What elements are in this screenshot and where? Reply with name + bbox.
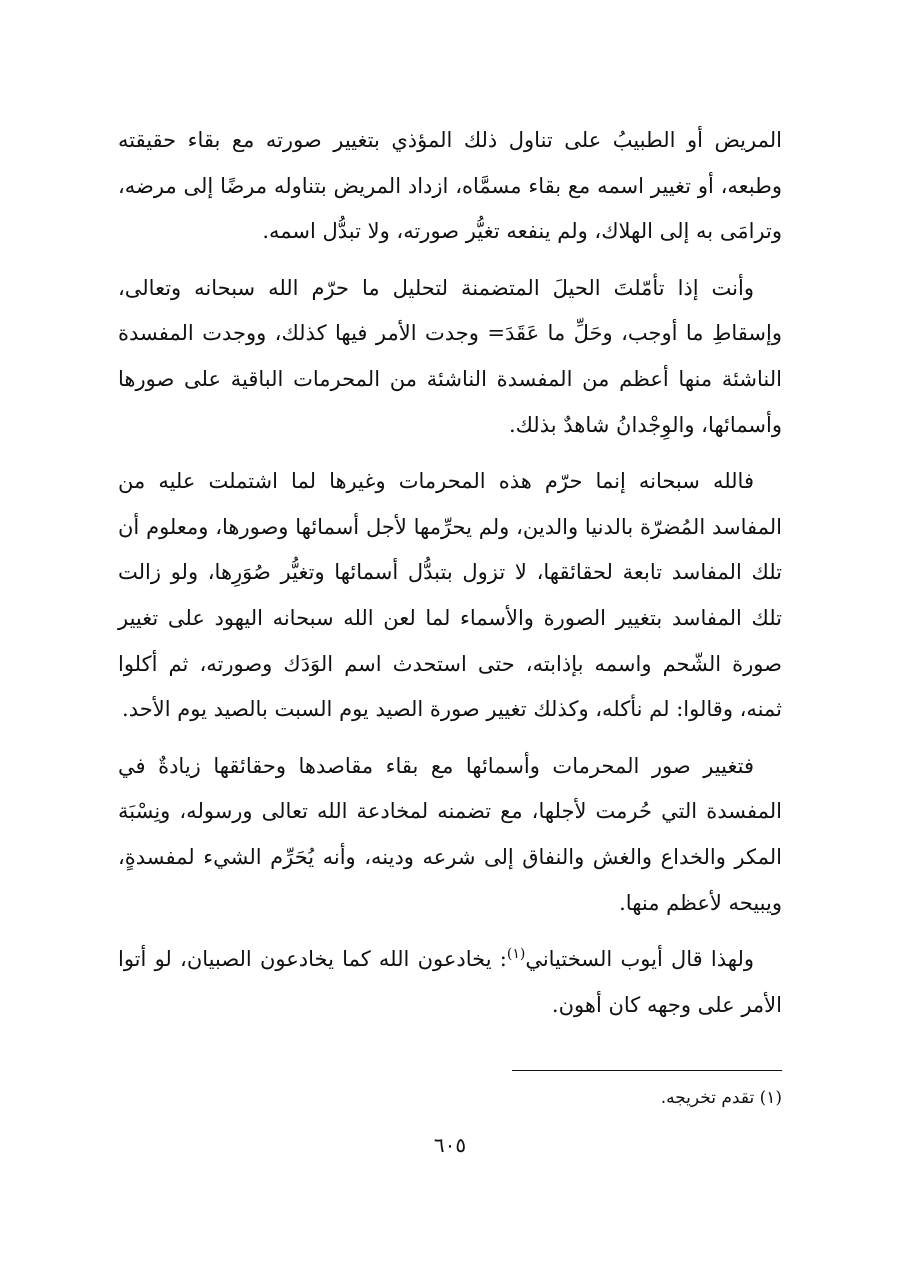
footnote-reference: (١) [506,946,526,963]
page-body [118,118,782,1039]
quote-text: : يخادعون الله كما يخادعون الصبيان، لو أتوا الأمر على وجهه كان أهون. [118,947,782,1017]
page-number: ٦٠٥ [433,1133,467,1157]
paragraph-taghyir: فتغيير صور المحرمات وأسمائها مع بقاء مقاصدها وحقائقها زيادةٌ في المفسدة التي حُرمت لأجلها، مع تضمنه لمخادعة الله تعالى ورسوله، ونِسْبَة المكر والخداع والغش والنفاق إلى شرعه ودينه، وأنه يُحَرِّم الشيء لمفسدةٍ، ويبيحه لأعظم منها. [118,753,782,915]
paragraph-continuation: المريض أو الطبيبُ على تناول ذلك المؤذي بتغيير صورته مع بقاء حقيقته وطبعه، أو تغيير اسمه مع بقاء مسمَّاه، ازداد المريض بتناوله مرضًا إلى مرضه، وترامَى به إلى الهلاك، ولم ينفعه تغيُّر صورته، ولا تبدُّل اسمه. [118,128,782,244]
paragraph-hiyal: وأنت إذا تأمّلتَ الحيلَ المتضمنة لتحليل ما حرّم الله سبحانه وتعالى، وإسقاطِ ما أوجب، وحَلِّ ما عَقَدَ= وجدت الأمر فيها كذلك، ووجدت المفسدة الناشئة منها أعظم من المفسدة الناشئة من المحرمات الباقية على صورها وأسمائها، والوِجْدانُ شاهدٌ بذلك. [118,275,782,437]
footnote [118,1083,782,1113]
quote-intro: ولهذا قال أيوب السختياني [525,947,754,972]
footnote-text: (١) تقدم تخريجه. [660,1088,782,1108]
footnote-separator [512,1070,782,1071]
paragraph-ayyub-quote [118,937,782,1028]
paragraph-muharramat: فالله سبحانه إنما حرّم هذه المحرمات وغيرها لما اشتملت عليه من المفاسد المُضرّة بالدنيا والدين، ولم يحرِّمها لأجل أسمائها وصورها، ومعلوم أن تلك المفاسد تابعة لحقائقها، لا تزول بتبدُّل أسمائها وتغيُّر صُوَرِها، ولو زالت تلك المفاسد بتغيير الصورة والأسماء لما لعن الله سبحانه اليهود على تغيير صورة الشّحم واسمه بإذابته، حتى استحدث اسم الوَدَك وصورته، ثم أكلوا ثمنه، وقالوا: لم نأكله، وكذلك تغيير صورة الصيد يوم السبت بالصيد يوم الأحد. [118,469,782,722]
